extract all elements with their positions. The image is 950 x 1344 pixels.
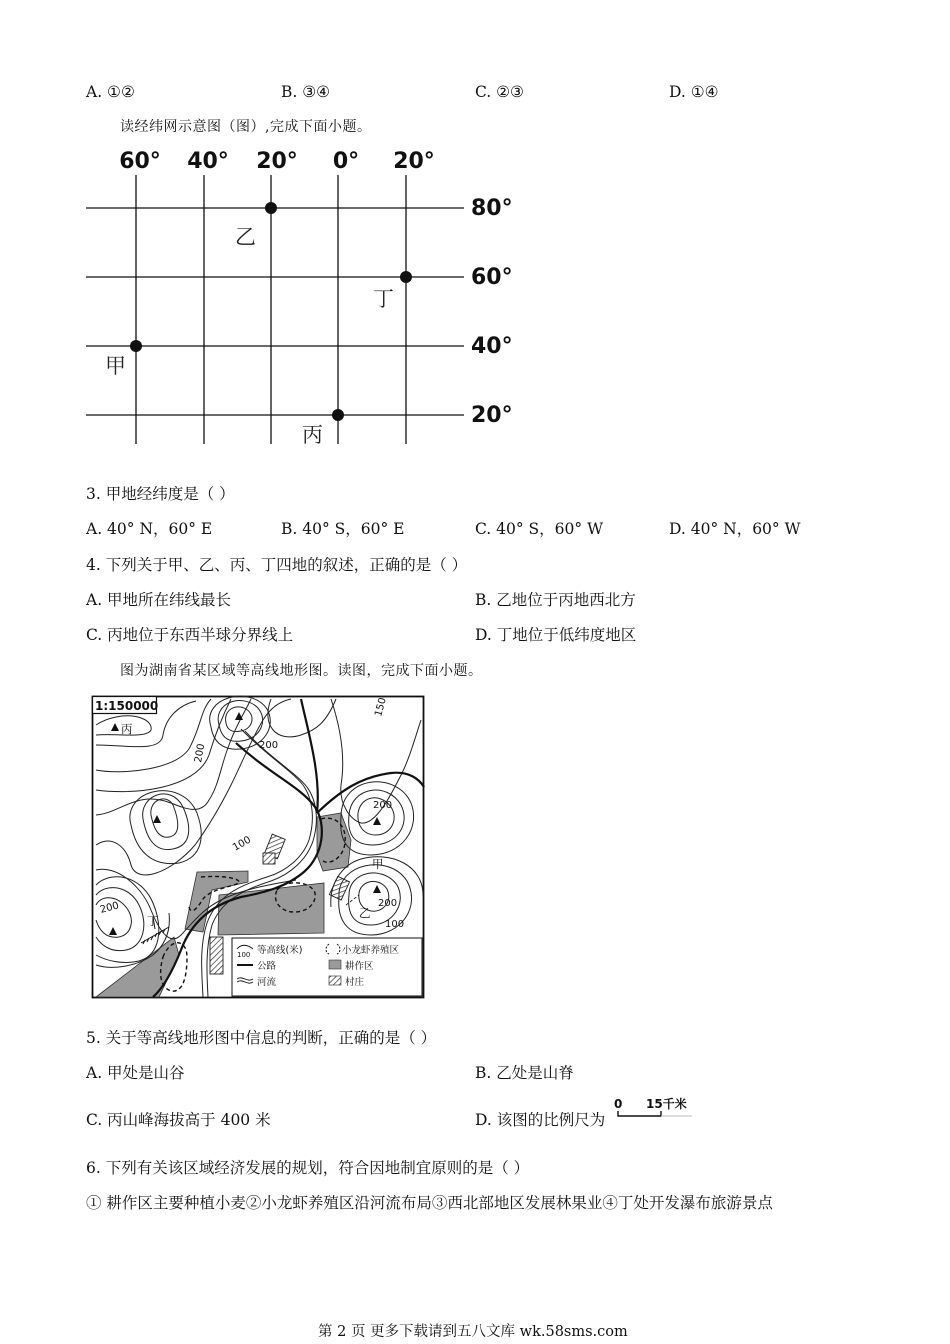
- lon-label-40: 40°: [187, 149, 229, 174]
- q3-option-b: B. 40° S，60° E: [281, 520, 405, 538]
- map-label-jia: 甲: [372, 857, 384, 871]
- legend-crayfish: 小龙虾养殖区: [342, 945, 400, 956]
- point-jia-label: 甲: [105, 354, 126, 378]
- q4-option-b: B. 乙地位于丙地西北方: [475, 591, 636, 609]
- map-scale: 1:150000: [95, 699, 159, 713]
- q4-option-c: C. 丙地位于东西半球分界线上: [86, 626, 294, 644]
- scale-bar-start: 0: [614, 1097, 623, 1111]
- q2-option-a: A. ①②: [86, 83, 135, 101]
- contour-label: 200: [373, 800, 393, 811]
- contour-label: 200: [193, 742, 208, 764]
- contour-label: 100: [231, 834, 254, 854]
- contour-map-figure: [91, 695, 427, 1001]
- q4-stem: 4. 下列关于甲、乙、丙、丁四地的叙述，正确的是（ ）: [86, 556, 468, 574]
- map-intro: 图为湖南省某区域等高线地形图。读图，完成下面小题。: [120, 663, 483, 679]
- map-label-ding: 丁: [147, 914, 159, 928]
- point-yi-dot: [265, 202, 277, 214]
- map-label-bing: 丙: [121, 722, 133, 736]
- lat-label-60: 60°: [471, 265, 513, 290]
- lon-label-20w: 20°: [256, 149, 298, 174]
- legend-river: 河流: [257, 977, 277, 988]
- lat-label-40: 40°: [471, 334, 513, 359]
- grid-intro: 读经纬网示意图（图）,完成下面小题。: [120, 119, 372, 135]
- page-footer: 第 2 页 更多下载请到五八文库 wk.58sms.com: [318, 1324, 628, 1340]
- contour-label: 100: [385, 919, 405, 930]
- map-label-yi: 乙: [359, 906, 371, 920]
- q3-stem: 3. 甲地经纬度是（ ）: [86, 485, 235, 503]
- legend-road: 公路: [257, 961, 277, 972]
- legend-contour: 等高线(米): [257, 945, 303, 956]
- q5-option-d: D. 该图的比例尺为: [475, 1111, 606, 1129]
- point-ding-label: 丁: [373, 287, 394, 311]
- legend-contour-sample: 100: [237, 951, 251, 959]
- contour-label: 200: [98, 900, 121, 916]
- point-ding-dot: [400, 271, 412, 283]
- q2-option-c: C. ②③: [475, 83, 524, 101]
- map-legend: [232, 938, 422, 996]
- point-jia-dot: [130, 340, 142, 352]
- legend-farm: 耕作区: [345, 961, 374, 972]
- q3-option-d: D. 40° N，60° W: [669, 520, 801, 538]
- q3-option-a: A. 40° N，60° E: [86, 520, 213, 538]
- q6-stem: 6. 下列有关该区域经济发展的规划，符合因地制宜原则的是（ ）: [86, 1159, 530, 1177]
- q5-option-c: C. 丙山峰海拔高于 400 米: [86, 1111, 271, 1129]
- lon-label-0: 0°: [332, 149, 360, 174]
- point-yi-label: 乙: [235, 225, 256, 249]
- lat-label-20: 20°: [471, 403, 513, 428]
- q5-scale-bar: [612, 1092, 694, 1124]
- contour-label: 200: [259, 740, 279, 751]
- lon-label-20e: 20°: [393, 149, 435, 174]
- q5-stem: 5. 关于等高线地形图中信息的判断，正确的是（ ）: [86, 1029, 437, 1047]
- contour-label: 150: [373, 696, 389, 718]
- q6-statements: ① 耕作区主要种植小麦②小龙虾养殖区沿河流布局③西北部地区发展林果业④丁处开发瀑布旅游景点: [86, 1194, 773, 1212]
- q4-option-d: D. 丁地位于低纬度地区: [475, 626, 637, 644]
- point-bing-dot: [332, 409, 344, 421]
- scale-bar-end: 15千米: [646, 1097, 687, 1111]
- lon-label-60: 60°: [119, 149, 161, 174]
- legend-village: 村庄: [345, 977, 365, 988]
- q3-option-c: C. 40° S，60° W: [475, 520, 604, 538]
- lat-long-grid-figure: [80, 140, 520, 450]
- lat-label-80: 80°: [471, 196, 513, 221]
- q2-option-d: D. ①④: [669, 83, 719, 101]
- q2-option-b: B. ③④: [281, 83, 331, 101]
- q5-option-a: A. 甲处是山谷: [86, 1064, 185, 1082]
- contour-label: 200: [378, 898, 398, 909]
- q4-option-a: A. 甲地所在纬线最长: [86, 591, 232, 609]
- point-bing-label: 丙: [302, 423, 323, 447]
- q5-option-b: B. 乙处是山脊: [475, 1064, 574, 1082]
- village: [210, 937, 223, 974]
- village: [263, 853, 275, 864]
